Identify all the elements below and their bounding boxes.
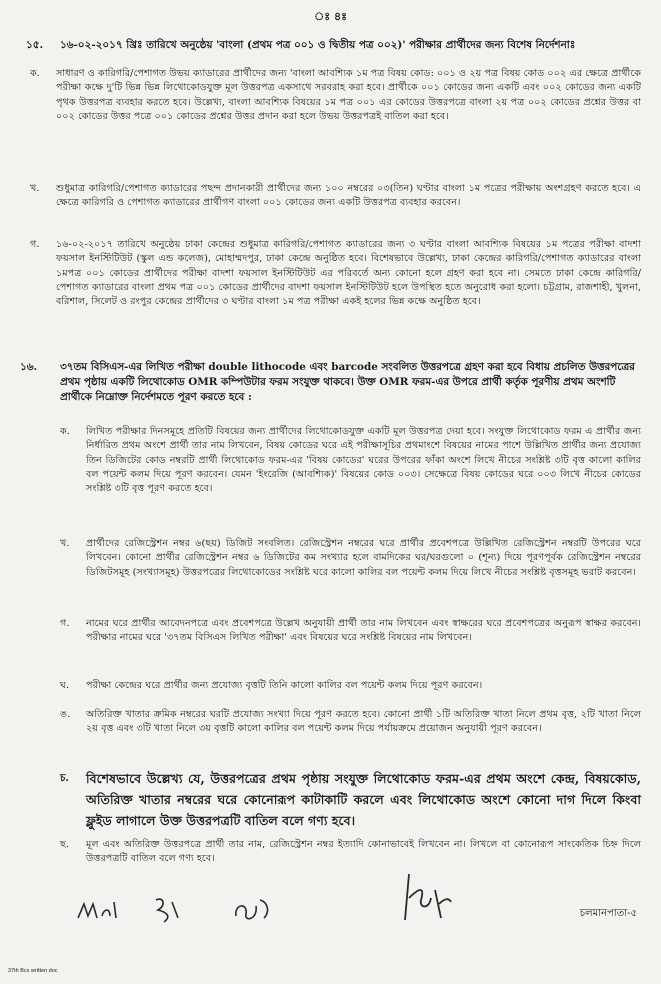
- list-item-16-chha: [60, 838, 641, 867]
- item-marker: গ.: [60, 618, 70, 629]
- section-number: ১৫.: [26, 39, 44, 51]
- item-marker: খ.: [60, 538, 70, 549]
- section-16-heading: [20, 360, 641, 405]
- item-marker: ঘ.: [60, 680, 70, 691]
- signature-initial-4: [395, 868, 455, 928]
- list-item-16-ka: [60, 425, 641, 496]
- item-marker: খ.: [30, 183, 40, 194]
- item-marker: ঙ.: [60, 709, 71, 720]
- list-item-16-cha: [60, 768, 641, 831]
- item-text: বিশেষভাবে উল্লেখ্য যে, উত্তরপত্রের প্রথম পৃষ্ঠায় সংযুক্ত লিথোকোড ফরম-এর প্রথম অংশে কেন্দ্র, বিষয়কোড, অতিরিক্ত খাতার নম্বরের ঘরে কোনোরূপ কাটাকাটি করলে এবং লিথোকোড অংশে কোনো দাগ দিলে কিংবা ফ্লুইড লাগালে উক্ত উত্তরপত্রটি বাতিল বলে গণ্য হবে।: [86, 771, 641, 828]
- list-item-16-ga: [60, 617, 641, 646]
- item-marker: গ.: [30, 239, 40, 250]
- signature-initial-2: [150, 892, 190, 926]
- list-item-16-kha: [60, 537, 641, 580]
- item-text: সাধারণ ও কারিগরি/পেশাগত উভয় ক্যাডারের প্রার্থীদের জন্য 'বাংলা আবশ্যিক ১ম পত্র বিষয় কোড: ০০১ ও ২য় পত্র বিষয় কোড ০০২ এর ক্ষেত্রে প্রার্থীকে পরীক্ষা কক্ষে দু'টি ভিন্ন ভিন্ন লিথোকোডযুক্ত মূল উত্তরপত্র একসাথে সরবরাহ করা হবে। প্রার্থীকে ০০১ কোডের জন্য একটি এবং ০০২ কোডের জন্য একটি পৃথক উত্তরপত্র ব্যবহার করতে হবে। উল্লেখ্য, বাংলা আবশ্যিক বিষয়ের ১ম পত্র ০০১ এর কোডের উত্তরপত্রে বাংলা ২য় পত্র ০০২ কোডের প্রশ্নের উত্তর বা ০০২ কোডের উত্তর পত্রে ০০১ কোডের প্রশ্নের উত্তর প্রদান করা হলে উভয় উত্তরপত্রই বাতিল করা হবে।: [56, 68, 641, 122]
- item-marker: ছ.: [60, 839, 69, 850]
- item-text: লিখিত পরীক্ষার দিনসমূহে প্রতিটি বিষয়ের জন্য প্রার্থীদের লিথোকোডযুক্ত একটি মূল উত্তরপত্র দেয়া হবে। সংযুক্ত লিথোকোড ফরম এ প্রার্থীর জন্য নির্ধারিত প্রথম অংশে প্রার্থী তার নাম লিখবেন, বিষয় কোডের ঘরে এই পরীক্ষাসূচির প্রথমাংশে বিষয়ের নামের পাশে উল্লিখিত প্রার্থীর জন্য প্রযোজ্য তিন ডিজিটের কোড নম্বরটি প্রার্থী লিথোকোড ফরম-এর 'বিষয় কোডের' ঘরের উপরের ফাঁকা অংশে লিখে নীচের সংশ্লিষ্ট ৩টি বৃত্ত কালো কালির বল পয়েন্ট কলম দিয়ে পূরণ করবেন। যেমন 'ইংরেজি (আবশ্যিক)' বিষয়ের কোড ০০৩। সেক্ষেত্রে বিষয় কোডের ঘরে ০০৩ লিখে নীচের কোডের সংশ্লিষ্ট ৩টি বৃত্ত পূরণ করতে হবে।: [86, 426, 641, 495]
- section-heading-text: ৩৭তম বিসিএস-এর লিখিত পরীক্ষা double lithocode এবং barcode সংবলিত উত্তরপত্রে গ্রহণ করা হবে বিধায় প্রচলিত উত্তরপত্রের প্রথম পৃষ্ঠায় একটি লিথোকোড OMR কম্পিউটার ফরম সংযুক্ত থাকবে। উক্ত OMR ফরম-এর উপরে প্রার্থী কর্তৃক পূরণীয় প্রথম অংশটি প্রার্থীকে নিম্নোক্ত নির্দেশমতে পূরণ করতে হবে :: [60, 361, 635, 403]
- section-number: ১৬.: [20, 361, 38, 373]
- item-text: নামের ঘরে প্রার্থীর আবেদনপত্রে এবং প্রবেশপত্রে উল্লেখ অনুযায়ী প্রার্থী তার নাম লিখবেন এবং স্বাক্ষরের ঘরে প্রবেশপত্রের অনুরূপ স্বাক্ষর করবেন। পরীক্ষার নামের ঘরে '৩৭তম বিসিএস লিখিত পরীক্ষা' এবং বিষয়ের ঘরে সংশ্লিষ্ট বিষয়ের নাম লিখবেন।: [86, 618, 641, 644]
- list-item-16-uma: [60, 708, 641, 737]
- item-text: পরীক্ষা কেন্দ্রের ঘরে প্রার্থীর জন্য প্রযোজ্য বৃত্তটি তিনি কালো কালির বল পয়েন্ট কলম দিয়ে পূরণ করবেন।: [86, 680, 483, 691]
- list-item-15-ka: [30, 67, 641, 124]
- item-marker: ক.: [30, 68, 40, 79]
- list-item-16-gha: [60, 679, 641, 693]
- page-number: ঃ ৪ঃ: [314, 10, 347, 23]
- section-heading-text: ১৬-০২-২০১৭ খ্রিঃ তারিখে অনুষ্ঠেয় 'বাংলা (প্রথম পত্র ০০১ ও দ্বিতীয় পত্র ০০২)' পরীক্ষার প্রার্থীদের জন্য বিশেষ নির্দেশনাঃ: [60, 39, 576, 51]
- footer-note: 37th Bcs written doc: [8, 968, 58, 974]
- item-text: মূল এবং অতিরিক্ত উত্তরপত্রে প্রার্থী তার নাম, রেজিস্ট্রেশন নম্বর ইত্যাদি কোনাভাবেই লিখবেন না। লিখলে বা কোনোরূপ সাংকেতিক চিহ্ন দিলে উত্তরপত্রটি বাতিল বলে গণ্য হবে।: [86, 839, 641, 865]
- section-15-heading: [26, 38, 641, 53]
- signature-initial-1: [74, 896, 134, 926]
- list-item-15-kha: [30, 182, 641, 211]
- signature-initial-3: [230, 892, 280, 926]
- continuation-note: চলমানপাতা-৫: [579, 908, 637, 919]
- item-text: প্রার্থীদের রেজিস্ট্রেশন নম্বর ৬(ছয়) ডিজিট সংবলিত। রেজিস্ট্রেশন নম্বরের ঘরে প্রার্থীর প্রবেশপত্রে উল্লিখিত রেজিস্ট্রেশন নম্বরটি উপরের ঘরে লিখবেন। কোনো প্রার্থীর রেজিস্ট্রেশন নম্বর ৬ ডিজিটের কম সংখ্যার হলে বামদিকের ঘর/ঘরগুলো ০ (শূন্য) দিয়ে পূরণপূর্বক রেজিস্ট্রেশন নম্বরের ডিজিটসমূহ (সংখ্যাসমূহ) উত্তরপত্রের লিথোকোডের সংশ্লিষ্ট ঘরে কালো কালির বল পয়েন্ট কলম দিয়ে লিখে নীচের সংশ্লিষ্ট বৃত্তসমূহ ভরাট করবেন।: [86, 538, 641, 578]
- list-item-15-ga: [30, 238, 641, 309]
- item-marker: চ.: [60, 773, 69, 784]
- item-marker: ক.: [60, 426, 70, 437]
- item-text: ১৬-০২-২০১৭ তারিখে অনুষ্ঠেয় ঢাকা কেন্দ্রের শুধুমাত্র কারিগরি/পেশাগত ক্যাডারের জন্য ৩ ঘণ্টার বাংলা আবশ্যিক বিষয়ের ১ম পত্রের পরীক্ষা বাদশা ফয়সাল ইনস্টিটিউট (স্কুল এন্ড কলেজ), মোহাম্মদপুর, ঢাকা কেন্দ্রে অনুষ্ঠিত হবে। বিশেষভাবে উল্লেখ্য, ঢাকা কেন্দ্রের কারিগরি/পেশাগত ক্যাডারের বাংলা ১মপত্র ০০১ কোডের প্রার্থীদের পরীক্ষা বাদশা ফয়সাল ইনস্টিটিউট এর পরিবর্তে অন্য কোনো হলে গ্রহণ করা হবে না। সেমতে ঢাকা কেন্দ্রে কারিগরি/পেশাগত ক্যাডারের বাংলা প্রথম পত্র ০০১ কোডের প্রার্থীদের বাদশা ফয়সাল ইনস্টিটিউট হলে উপস্থিত হতে অনুরোধ করা হলো। চট্টগ্রাম, রাজশাহী, খুলনা, বরিশাল, সিলেট ও রংপুর কেন্দ্রের প্রার্থীদের ৩ ঘণ্টার বাংলা ১ম পত্র পরীক্ষা একই হলের ভিন্ন কক্ষে অনুষ্ঠিত হবে।: [56, 239, 641, 308]
- item-text: শুধুমাত্র কারিগরি/পেশাগত ক্যাডারের পছন্দ প্রদানকারী প্রার্থীদের জন্য ১০০ নম্বরের ০৩(তিন) ঘণ্টার বাংলা ১ম পত্রের পরীক্ষায় অংশগ্রহণ করতে হবে। এ ক্ষেত্রে কারিগরি ও পেশাগত ক্যাডারের প্রার্থীগণ বাংলা ০০১ কোডের জন্য একটি উত্তরপত্র ব্যবহার করবেন।: [56, 183, 641, 209]
- item-text: অতিরিক্ত খাতার ক্রমিক নম্বরের ঘরটি প্রযোজ্য সংখ্যা দিয়ে পূরণ করতে হবে। কোনো প্রার্থী ১টি অতিরিক্ত খাতা নিলে প্রথম বৃত্ত, ২টি খাতা নিলে ২য় বৃত্ত এবং ৩টি খাতা নিলে ৩য় বৃত্তটি কালো কালির বল পয়েন্ট কলম দিয়ে পর্যায়ক্রমে প্রয়োজন অনুযায়ী পূরণ করবেন।: [86, 709, 641, 735]
